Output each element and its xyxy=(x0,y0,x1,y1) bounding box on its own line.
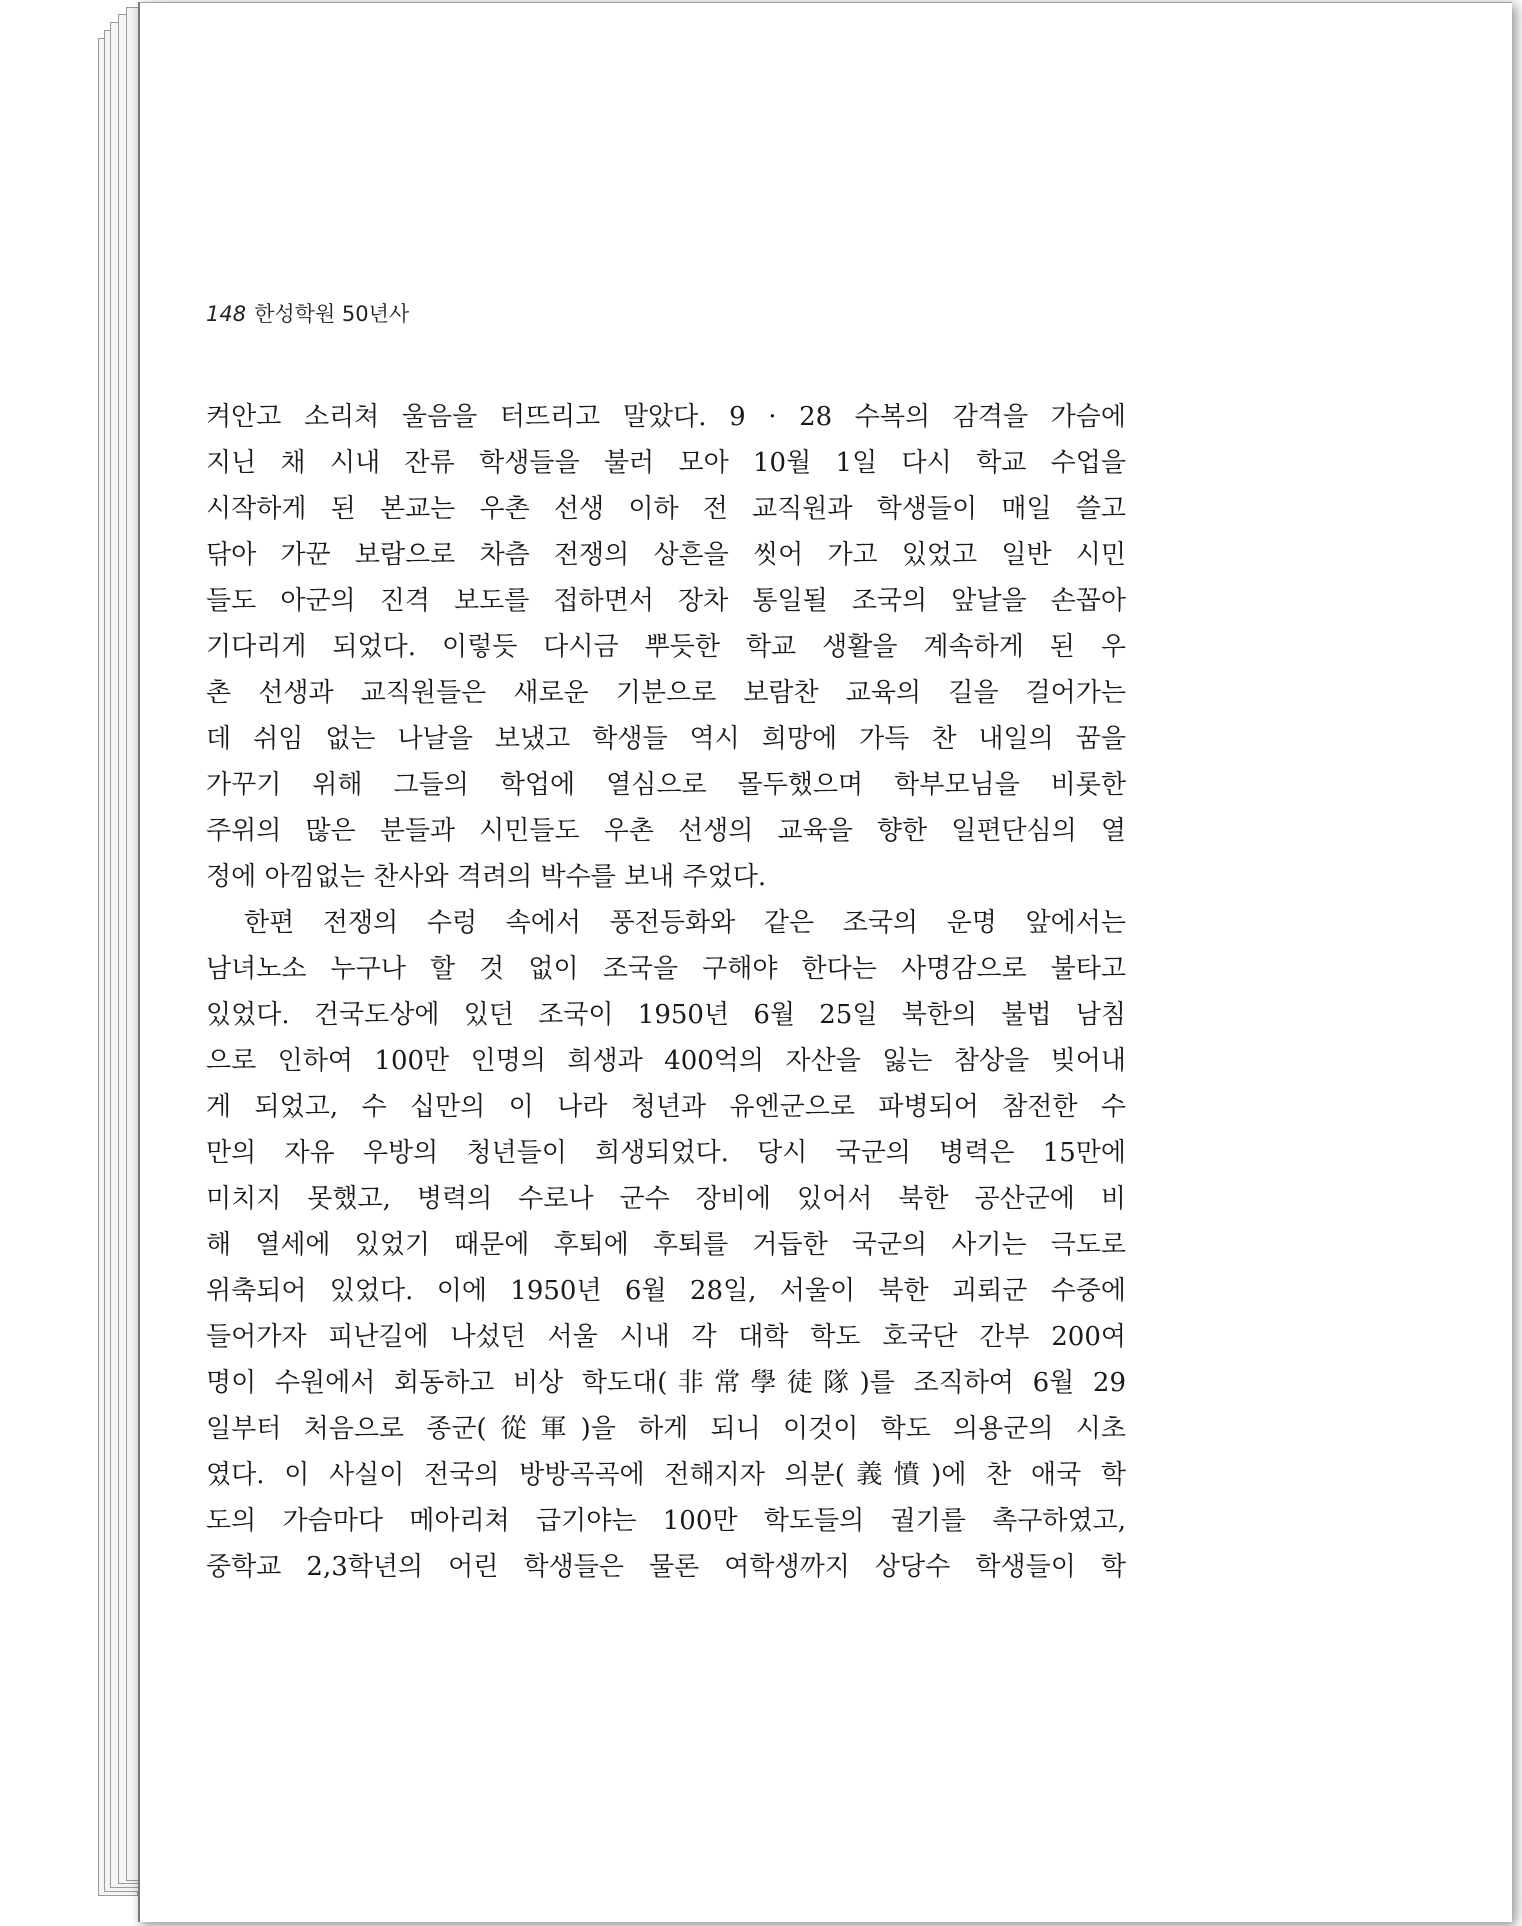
page-number: 148 xyxy=(206,302,247,326)
text-line: 지닌 채 시내 잔류 학생들을 불러 모아 10월 1일 다시 학교 수업을 xyxy=(206,448,1126,478)
text-line: 미치지 못했고, 병력의 수로나 군수 장비에 있어서 북한 공산군에 비 xyxy=(206,1184,1126,1214)
text-line: 위축되어 있었다. 이에 1950년 6월 28일, 서울이 북한 괴뢰군 수중에 xyxy=(206,1276,1126,1306)
text-line: 게 되었고, 수 십만의 이 나라 청년과 유엔군으로 파병되어 참전한 수 xyxy=(206,1092,1126,1122)
running-head xyxy=(206,298,409,328)
text-line: 가꾸기 위해 그들의 학업에 열심으로 몰두했으며 학부모님을 비롯한 xyxy=(206,770,1126,800)
text-line: 으로 인하여 100만 인명의 희생과 400억의 자산을 잃는 참상을 빚어내 xyxy=(206,1046,1126,1076)
text-line: 일부터 처음으로 종군(從軍)을 하게 되니 이것이 학도 의용군의 시초 xyxy=(206,1414,1126,1444)
text-line: 켜안고 소리쳐 울음을 터뜨리고 말았다. 9 · 28 수복의 감격을 가슴에 xyxy=(206,402,1126,432)
text-line: 닦아 가꾼 보람으로 차츰 전쟁의 상흔을 씻어 가고 있었고 일반 시민 xyxy=(206,540,1126,570)
text-line: 주위의 많은 분들과 시민들도 우촌 선생의 교육을 향한 일편단심의 열 xyxy=(206,816,1126,846)
text-line: 있었다. 건국도상에 있던 조국이 1950년 6월 25일 북한의 불법 남침 xyxy=(206,1000,1126,1030)
text-line: 도의 가슴마다 메아리쳐 급기야는 100만 학도들의 궐기를 촉구하였고, xyxy=(206,1506,1126,1536)
text-line: 만의 자유 우방의 청년들이 희생되었다. 당시 국군의 병력은 15만에 xyxy=(206,1138,1126,1168)
body-text xyxy=(206,394,1126,1590)
text-line: 데 쉬임 없는 나날을 보냈고 학생들 역시 희망에 가득 찬 내일의 꿈을 xyxy=(206,724,1126,754)
text-line: 남녀노소 누구나 할 것 없이 조국을 구해야 한다는 사명감으로 불타고 xyxy=(206,954,1126,984)
book-title: 한성학원 50년사 xyxy=(254,302,410,326)
text-line: 한편 전쟁의 수렁 속에서 풍전등화와 같은 조국의 운명 앞에서는 xyxy=(244,908,1126,938)
text-line: 였다. 이 사실이 전국의 방방곡곡에 전해지자 의분(義憤)에 찬 애국 학 xyxy=(206,1460,1126,1490)
text-line: 촌 선생과 교직원들은 새로운 기분으로 보람찬 교육의 길을 걸어가는 xyxy=(206,678,1126,708)
text-line: 명이 수원에서 회동하고 비상 학도대(非常學徒隊)를 조직하여 6월 29 xyxy=(206,1368,1126,1398)
text-line: 정에 아낌없는 찬사와 격려의 박수를 보내 주었다. xyxy=(206,862,767,892)
text-line: 들어가자 피난길에 나섰던 서울 시내 각 대학 학도 호국단 간부 200여 xyxy=(206,1322,1126,1352)
text-line: 기다리게 되었다. 이렇듯 다시금 뿌듯한 학교 생활을 계속하게 된 우 xyxy=(206,632,1126,662)
text-line: 시작하게 된 본교는 우촌 선생 이하 전 교직원과 학생들이 매일 쓸고 xyxy=(206,494,1126,524)
text-line: 중학교 2,3학년의 어린 학생들은 물론 여학생까지 상당수 학생들이 학 xyxy=(206,1552,1126,1582)
text-line: 해 열세에 있었기 때문에 후퇴에 후퇴를 거듭한 국군의 사기는 극도로 xyxy=(206,1230,1126,1260)
text-line: 들도 아군의 진격 보도를 접하면서 장차 통일될 조국의 앞날을 손꼽아 xyxy=(206,586,1126,616)
